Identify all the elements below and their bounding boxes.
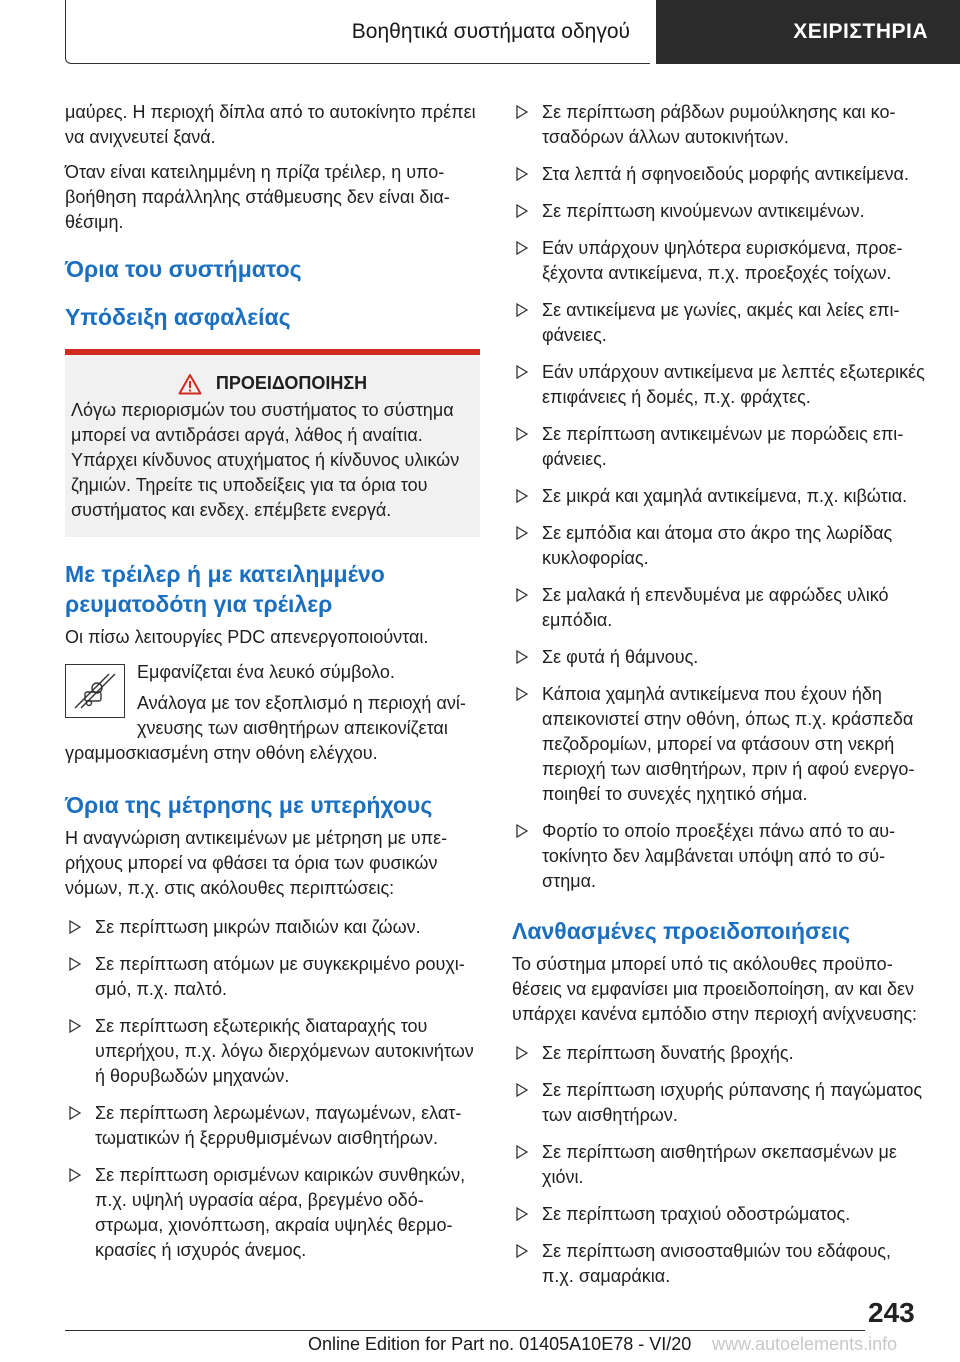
list-item: Σε περίπτωση μικρών παιδιών και ζώων. bbox=[65, 915, 480, 940]
list-item: Σε περίπτωση ισχυρής ρύπανσης ή παγώματος των αισθητήρων. bbox=[512, 1078, 927, 1128]
false-warnings-paragraph: Το σύστημα μπορεί υπό τις ακόλουθες προϋποθέσεις να εμφανίσει μια προειδοποίηση, αν και δεν υπάρχει κανένα εμπόδιο στην περιοχή ανίχνευσης: bbox=[512, 954, 918, 1024]
triangle-bullet-icon bbox=[514, 1141, 530, 1163]
list-item: Στα λεπτά ή σφηνοειδούς μορφής αντικείμενα. bbox=[512, 162, 927, 187]
triangle-bullet-icon bbox=[514, 163, 530, 185]
list-item: Σε περίπτωση κινούμενων αντικειμένων. bbox=[512, 199, 927, 224]
triangle-bullet-icon bbox=[514, 237, 530, 259]
ultrasonic-limits-list-continued bbox=[512, 100, 927, 894]
page-number: 243 bbox=[868, 1297, 915, 1328]
header-section-title bbox=[65, 0, 650, 64]
triangle-bullet-icon bbox=[67, 953, 83, 975]
list-item: Σε περίπτωση ράβδων ρυμούλκησης και κοτσαδόρων άλλων αυτοκινήτων. bbox=[512, 100, 927, 150]
left-column bbox=[65, 100, 480, 1275]
heading-false-warnings: Λανθασμένες προειδοποιήσεις bbox=[512, 918, 851, 944]
triangle-bullet-icon bbox=[514, 361, 530, 383]
ultrasonic-paragraph: Η αναγνώριση αντικειμένων με μέτρηση με υπερήχους μπορεί να φθάσει τα όρια των φυσικών νόμων, π.χ. στις ακόλουθες περιπτώσεις: bbox=[65, 828, 448, 898]
triangle-bullet-icon bbox=[514, 299, 530, 321]
note-white-symbol: Εμφανίζεται ένα λευκό σύμβολο. bbox=[137, 662, 395, 682]
list-item: Σε περίπτωση αισθητήρων σκεπασμένων με χιόνι. bbox=[512, 1140, 927, 1190]
triangle-bullet-icon bbox=[514, 423, 530, 445]
triangle-bullet-icon bbox=[514, 101, 530, 123]
list-item: Σε φυτά ή θάμνους. bbox=[512, 645, 927, 670]
list-item: Σε περίπτωση δυνατής βροχής. bbox=[512, 1041, 927, 1066]
list-item: Φορτίο το οποίο προεξέχει πάνω από το αυτοκίνητο δεν λαμβάνεται υπόψη από το σύστημα. bbox=[512, 819, 927, 894]
footer-edition: Online Edition for Part no. 01405A10E78 - VI/20 bbox=[308, 1334, 692, 1354]
warning-title-text: ΠΡΟΕΙΔΟΠΟΙΗΣΗ bbox=[215, 373, 368, 393]
list-item: Σε περίπτωση εξωτερικής διαταραχής του υπερήχου, π.χ. λόγω διερχόμενων αυτοκινήτων ή θορυβωδών μηχανών. bbox=[65, 1014, 480, 1089]
triangle-bullet-icon bbox=[514, 1042, 530, 1064]
list-item: Σε περίπτωση ορισμένων καιρικών συνθηκών, π.χ. υψηλή υγρασία αέρα, βρεγμένο οδόστρωμα, χιονόπτωση, ακραία υψηλές θερμοκρασίες ή ισχυρός άνεμος. bbox=[65, 1163, 480, 1263]
warning-title bbox=[69, 371, 476, 396]
intro-paragraph-1: μαύρες. Η περιοχή δίπλα από το αυτοκίνητο πρέπει να ανιχνευτεί ξανά. bbox=[65, 102, 476, 147]
chapter-tab-label: ΧΕΙΡΙΣΤΗΡΙΑ bbox=[793, 20, 928, 43]
list-item: Σε περίπτωση τραχιού οδοστρώματος. bbox=[512, 1202, 927, 1227]
triangle-bullet-icon bbox=[67, 1164, 83, 1186]
false-warnings-list bbox=[512, 1041, 927, 1289]
trailer-hatched-icon bbox=[65, 664, 125, 718]
list-item: Σε μαλακά ή επενδυμένα με αφρώδες υλικό εμπόδια. bbox=[512, 583, 927, 633]
heading-safety-note: Υπόδειξη ασφαλείας bbox=[65, 304, 291, 330]
triangle-bullet-icon bbox=[514, 820, 530, 842]
trailer-paragraph: Οι πίσω λειτουργίες PDC απενεργοποιούνται. bbox=[65, 627, 429, 647]
list-item: Σε εμπόδια και άτομα στο άκρο της λωρίδας κυκλοφορίας. bbox=[512, 521, 927, 571]
warning-box bbox=[65, 349, 480, 537]
footer-divider bbox=[65, 1330, 865, 1331]
list-item: Εάν υπάρχουν ψηλότερα ευρισκόμενα, προεξέχοντα αντικείμενα, π.χ. προεξοχές τοίχων. bbox=[512, 236, 927, 286]
list-item: Σε περίπτωση αντικειμένων με πορώδεις επιφάνειες. bbox=[512, 422, 927, 472]
heading-trailer: Με τρέιλερ ή με κατειλημμένο ρευματοδότη για τρέιλερ bbox=[65, 561, 385, 617]
triangle-bullet-icon bbox=[514, 646, 530, 668]
list-item: Εάν υπάρχουν αντικείμενα με λεπτές εξωτερικές επιφάνειες ή δομές, π.χ. φράχτες. bbox=[512, 360, 927, 410]
heading-ultrasonic-limits: Όρια της μέτρησης με υπερήχους bbox=[65, 792, 433, 818]
triangle-bullet-icon bbox=[514, 522, 530, 544]
triangle-bullet-icon bbox=[514, 1079, 530, 1101]
trailer-symbol-note bbox=[65, 660, 480, 766]
triangle-bullet-icon bbox=[514, 1240, 530, 1262]
triangle-bullet-icon bbox=[514, 485, 530, 507]
list-item: Σε περίπτωση λερωμένων, παγωμένων, ελαττωματικών ή ξερρυθμισμένων αισθητήρων. bbox=[65, 1101, 480, 1151]
triangle-bullet-icon bbox=[514, 200, 530, 222]
ultrasonic-limits-list bbox=[65, 915, 480, 1263]
warning-triangle-icon bbox=[178, 373, 202, 395]
triangle-bullet-icon bbox=[67, 1015, 83, 1037]
list-item: Σε περίπτωση ανισοσταθμιών του εδάφους, π.χ. σαμαράκια. bbox=[512, 1239, 927, 1289]
triangle-bullet-icon bbox=[514, 683, 530, 705]
list-item: Σε περίπτωση ατόμων με συγκεκριμένο ρουχισμό, π.χ. παλτό. bbox=[65, 952, 480, 1002]
list-item: Σε αντικείμενα με γωνίες, ακμές και λείες επιφάνειες. bbox=[512, 298, 927, 348]
note-hatched-area: Ανάλογα με τον εξοπλισμό η περιοχή ανίχνευσης των αισθητήρων απεικονίζεται γραμμοσκιασμένη στην οθόνη ελέγχου. bbox=[65, 693, 466, 763]
triangle-bullet-icon bbox=[67, 916, 83, 938]
section-title-text: Βοηθητικά συστήματα οδηγού bbox=[351, 19, 630, 43]
list-item: Κάποια χαμηλά αντικείμενα που έχουν ήδη απεικονιστεί στην οθόνη, όπως π.χ. κράσπεδα πεζοδρομίων, μπορεί να φτάσουν στη νεκρή περιοχή των αισθητήρων, πριν ή αφού ενεργοποιηθεί το συνεχές ηχητικό σήμα. bbox=[512, 682, 927, 807]
triangle-bullet-icon bbox=[514, 584, 530, 606]
footer-watermark-link[interactable]: www.autoelements.info bbox=[712, 1334, 898, 1354]
list-item: Σε μικρά και χαμηλά αντικείμενα, π.χ. κιβώτια. bbox=[512, 484, 927, 509]
heading-system-limits: Όρια του συστήματος bbox=[65, 256, 302, 282]
triangle-bullet-icon bbox=[514, 1203, 530, 1225]
header-chapter-tab[interactable] bbox=[656, 0, 960, 64]
right-column bbox=[512, 100, 927, 1301]
triangle-bullet-icon bbox=[67, 1102, 83, 1124]
warning-text: Λόγω περιορισμών του συστήματος το σύστημα μπορεί να αντιδράσει αργά, λάθος ή αναίτια. Υπάρχει κίνδυνος ατυχήματος ή κίνδυνος υλικών ζημιών. Τηρείτε τις υποδείξεις για τα όρια του συστήματος και ενδεχ. επέμβετε ενεργά. bbox=[71, 400, 460, 520]
intro-paragraph-2: Όταν είναι κατειλημμένη η πρίζα τρέιλερ, η υποβοήθηση παράλληλης στάθμευσης δεν είναι διαθέσιμη. bbox=[65, 162, 450, 232]
